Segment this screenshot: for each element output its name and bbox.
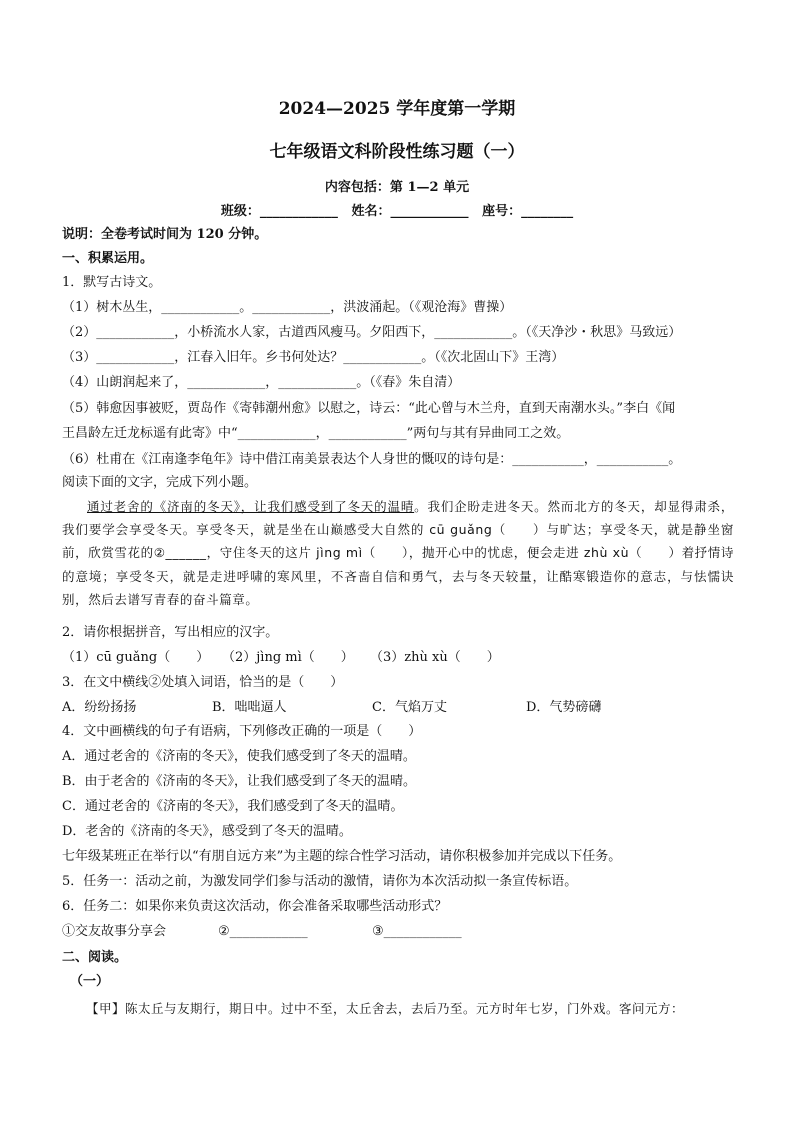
q4-option-d: D．老舍的《济南的冬天》，感受到了冬天的温晴。 [62,824,352,839]
q2-item-1: （1）cū guǎng（ ） [62,650,210,665]
q2-item-2: （2）jìng mì（ ） [222,650,354,665]
q1-line-1: （1）树木丛生，____________。____________，洪波涌起。（《观沧海》曹操） [62,300,513,315]
q6-stem: 6．任务二：如果你来负责这次活动，你会准备采取哪些活动形式？ [62,899,448,914]
exam-year: 2024—2025 学年度第一学期 [278,99,516,119]
q2-item-3: （3）zhù xù（ ） [370,650,500,665]
passage-text: 。我们企盼走进冬天。然而北方的冬天，却显得肃杀，我们要学会享受冬天。享受冬天，就是坐在山巅感受大自然的 cū guǎng（ ）与旷达；享受冬天，就是静坐窗前，欣赏雪花的②______，守住冬天的这片 jìng mì（ ），抛开心中的忧虑，便会走进 zhù xù（ ）着抒情诗的意境；享受冬天，就是走进呼啸的寒风里，不吝啬自信和勇气，去与冬天较量，让酷寒锻造你的意志，与怯懦诀别，然后去谱写青春的奋斗篇章。 [62,499,734,607]
q6-option-2: ②____________ [218,924,308,939]
passage-underlined-sentence: 通过老舍的《济南的冬天》，让我们感受到了冬天的温晴 [87,499,415,514]
reading-passage [62,495,734,611]
q3-option-d: D．气势磅礴 [526,700,602,715]
q4-option-c: C．通过老舍的《济南的冬天》，我们感受到了冬天的温晴。 [62,799,404,814]
q6-options [62,923,462,941]
q1-line-3: （3）____________，江春入旧年。乡书何处达？____________。（《次北固山下》王湾） [62,350,565,365]
q3-options [62,699,601,717]
q1-line-5b: 王昌龄左迁龙标遥有此寄》中“____________，____________”两句与其有异曲同工之效。 [62,426,570,441]
q3-option-a: A．纷纷扬扬 [62,700,137,715]
q1-line-4: （4）山朗润起来了，____________，____________。（《春》朱自清） [62,375,461,390]
reading-part-1-heading: （一） [70,974,110,989]
q1-line-2: （2）____________，小桥流水人家，古道西风瘦马。夕阳西下，____________。（《天净沙・秋思》马致远） [62,325,682,340]
q1-line-6: （6）杜甫在《江南逢李龟年》诗中借江南美景表达个人身世的慨叹的诗句是：___________，___________。 [62,452,682,467]
q3-option-c: C．气焰万丈 [372,700,447,715]
reading-intro: 阅读下面的文字，完成下列小题。 [62,475,258,490]
q1-stem: 1．默写古诗文。 [62,275,162,290]
exam-note: 说明：全卷考试时间为 120 分钟。 [62,227,268,242]
section-2-heading: 二、阅读。 [62,950,128,965]
section-1-heading: 一、积累运用。 [62,251,154,266]
q5-task-1: 5．任务一：活动之前，为激发同学们参与活动的激情，请你为本次活动拟一条宣传标语。 [62,874,578,889]
q6-option-1: ①交友故事分享会 [62,924,167,939]
exam-content-range: 内容包括：第 1—2 单元 [324,180,470,195]
passage-jia: 【甲】陈太丘与友期行，期日中。过中不至，太丘舍去，去后乃至。元方时年七岁，门外戏。客问元方： [86,1001,685,1016]
q3-option-b: B．咄咄逼人 [212,700,287,715]
q2-options [62,649,500,667]
q4-option-a: A．通过老舍的《济南的冬天》，使我们感受到了冬天的温晴。 [62,749,416,764]
q1-line-5a: （5）韩愈因事被贬，贾岛作《寄韩潮州愈》以慰之，诗云：“此心曾与木兰舟，直到天南潮水头。”李白《闻 [62,401,676,416]
q2-stem: 2．请你根据拼音，写出相应的汉字。 [62,625,279,640]
q4-option-b: B．由于老舍的《济南的冬天》，让我们感受到了冬天的温晴。 [62,774,417,789]
activity-intro: 七年级某班正在举行以“有朋自远方来”为主题的综合性学习活动，请你积极参加并完成以下任务。 [62,849,622,864]
exam-title: 七年级语文科阶段性练习题（一） [269,142,525,162]
student-info-fields: 班级：____________ 姓名：____________ 座号：________ [220,204,574,219]
q6-option-3: ③____________ [372,924,462,939]
q3-stem: 3．在文中横线②处填入词语，恰当的是（ ） [62,675,344,690]
q4-stem: 4．文中画横线的句子有语病，下列修改正确的一项是（ ） [62,724,422,739]
